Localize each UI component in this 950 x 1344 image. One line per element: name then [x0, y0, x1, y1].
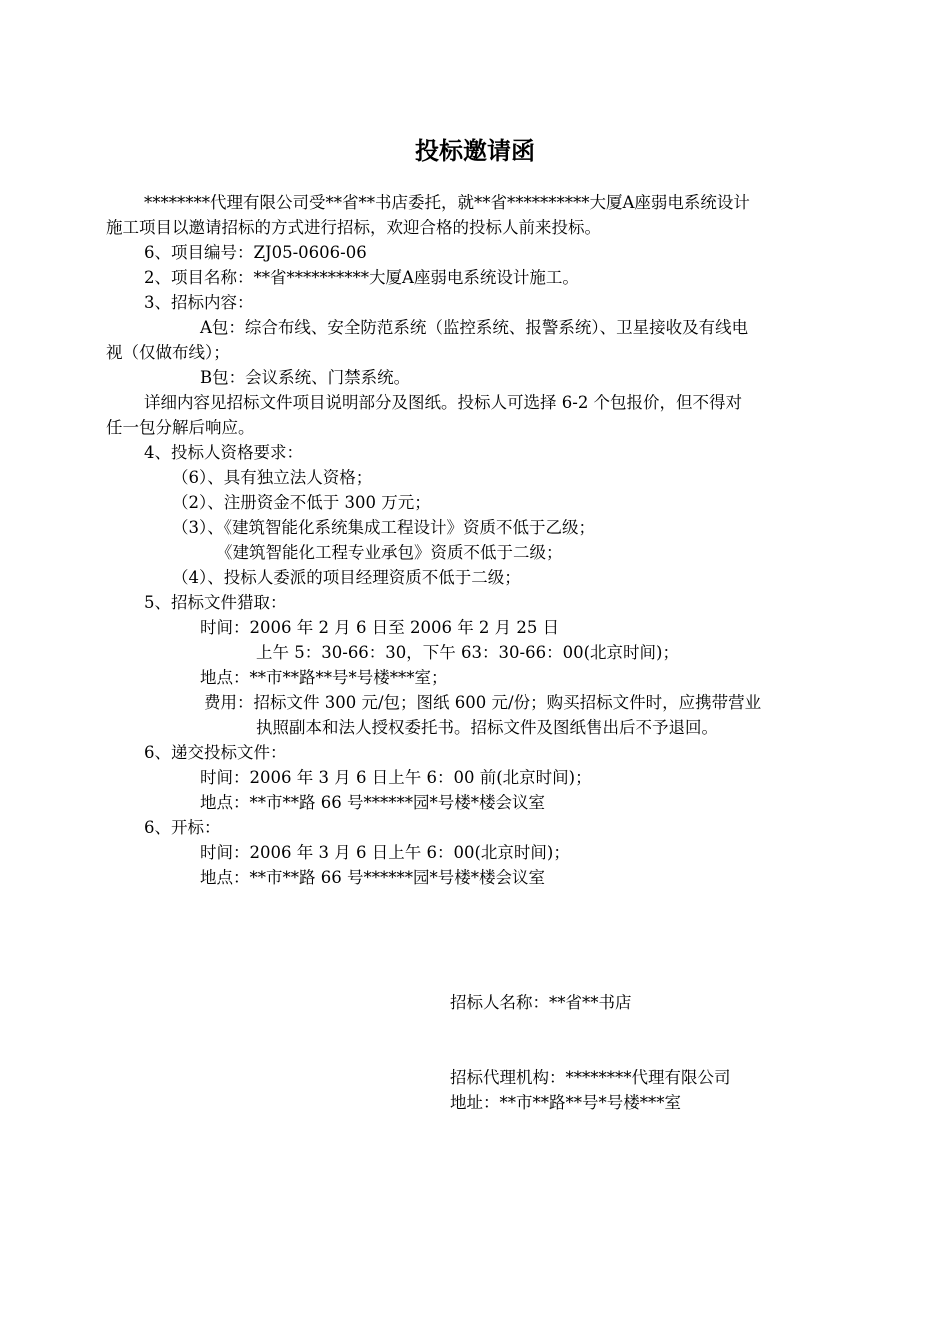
qualification-item: （6）、具有独立法人资格； [172, 468, 373, 487]
tender-docs-fee-line-2: 执照副本和法人授权委托书。招标文件及图纸售出后不予退回。 [256, 718, 718, 737]
tender-docs-fee-line-1: 费用：招标文件 300 元/包；图纸 600 元/份；购买招标文件时，应携带营业 [204, 693, 762, 712]
qualifications-heading: 4、投标人资格要求： [144, 443, 303, 462]
opening-heading: 6、开标： [144, 818, 221, 837]
package-a-line-2: 视（仅做布线）； [106, 343, 230, 362]
tender-docs-hours: 上午 5：30-66：30，下午 63：30-66：00(北京时间)； [256, 643, 679, 662]
tender-docs-time: 时间：2006 年 2 月 6 日至 2006 年 2 月 25 日 [200, 618, 560, 637]
agency-address: 地址：**市**路**号*号楼***室 [450, 1093, 681, 1112]
intro-line-1: ********代理有限公司受**省**书店委托，就**省**********大厦A座弱电系统设计 [144, 193, 750, 212]
tenderer-name: 招标人名称：**省**书店 [450, 993, 632, 1012]
project-number: 6、项目编号：ZJ05-0606-06 [144, 243, 367, 262]
qualification-item: （2）、注册资金不低于 300 万元； [172, 493, 431, 512]
qualification-item: （4）、投标人委派的项目经理资质不低于二级； [172, 568, 521, 587]
tender-docs-place: 地点：**市**路**号*号楼***室； [200, 668, 448, 687]
page-title: 投标邀请函 [415, 137, 535, 165]
tender-docs-heading: 5、招标文件猎取： [144, 593, 287, 612]
submission-place: 地点：**市**路 66 号******园*号楼*楼会议室 [200, 793, 545, 812]
submission-heading: 6、递交投标文件： [144, 743, 287, 762]
package-b: B包：会议系统、门禁系统。 [200, 368, 411, 387]
detail-line-2: 任一包分解后响应。 [106, 418, 255, 437]
content-heading: 3、招标内容： [144, 293, 254, 312]
opening-time: 时间：2006 年 3 月 6 日上午 6：00(北京时间)； [200, 843, 570, 862]
qualification-item: 《建筑智能化工程专业承包》资质不低于二级； [216, 543, 563, 562]
opening-place: 地点：**市**路 66 号******园*号楼*楼会议室 [200, 868, 545, 887]
agency-name: 招标代理机构：********代理有限公司 [450, 1068, 731, 1087]
intro-line-2: 施工项目以邀请招标的方式进行招标，欢迎合格的投标人前来投标。 [106, 218, 601, 237]
detail-line-1: 详细内容见招标文件项目说明部分及图纸。投标人可选择 6-2 个包报价，但不得对 [144, 393, 743, 412]
project-name: 2、项目名称：**省**********大厦A座弱电系统设计施工。 [144, 268, 579, 287]
qualification-item: （3）、《建筑智能化系统集成工程设计》资质不低于乙级； [172, 518, 595, 537]
package-a-line-1: A包：综合布线、安全防范系统（监控系统、报警系统）、卫星接收及有线电 [200, 318, 749, 337]
submission-time: 时间：2006 年 3 月 6 日上午 6：00 前(北京时间)； [200, 768, 592, 787]
